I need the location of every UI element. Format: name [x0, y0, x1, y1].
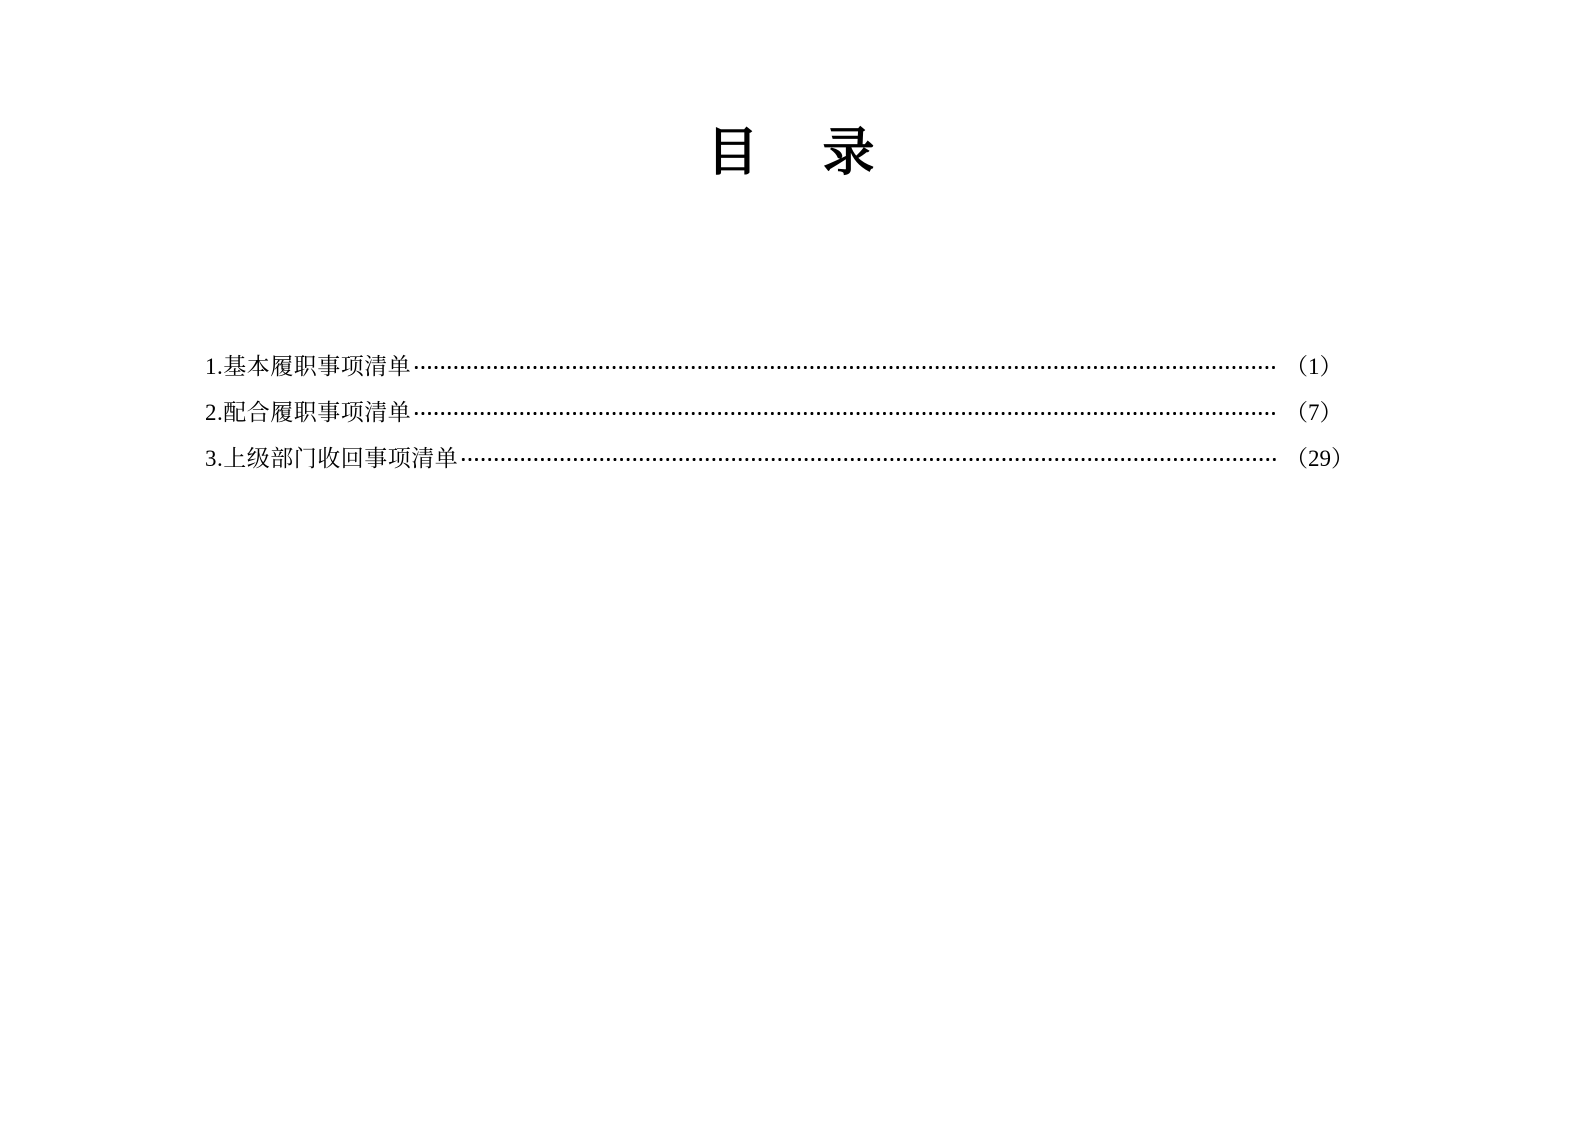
page-title: 目 录	[706, 125, 881, 182]
toc-entry-label: 1.基本履职事项清单	[205, 354, 412, 379]
document-page	[0, 126, 1587, 1122]
toc-entry[interactable]	[205, 390, 1387, 436]
toc-entry-main	[205, 390, 1278, 436]
toc-entry-page-number: （7）	[1285, 400, 1343, 425]
toc-entry-main	[205, 436, 1278, 482]
toc-entry[interactable]	[205, 436, 1387, 482]
toc-entry[interactable]	[205, 344, 1387, 390]
dot-leader	[460, 448, 1278, 471]
dot-leader	[413, 356, 1278, 379]
table-of-contents	[0, 344, 1587, 482]
toc-entry-page-number: （1）	[1285, 354, 1343, 379]
toc-entry-page-number: （29）	[1285, 446, 1354, 471]
toc-entry-label: 3.上级部门收回事项清单	[205, 446, 459, 471]
toc-entry-main	[205, 344, 1278, 390]
dot-leader	[413, 402, 1278, 425]
toc-entry-label: 2.配合履职事项清单	[205, 400, 412, 425]
